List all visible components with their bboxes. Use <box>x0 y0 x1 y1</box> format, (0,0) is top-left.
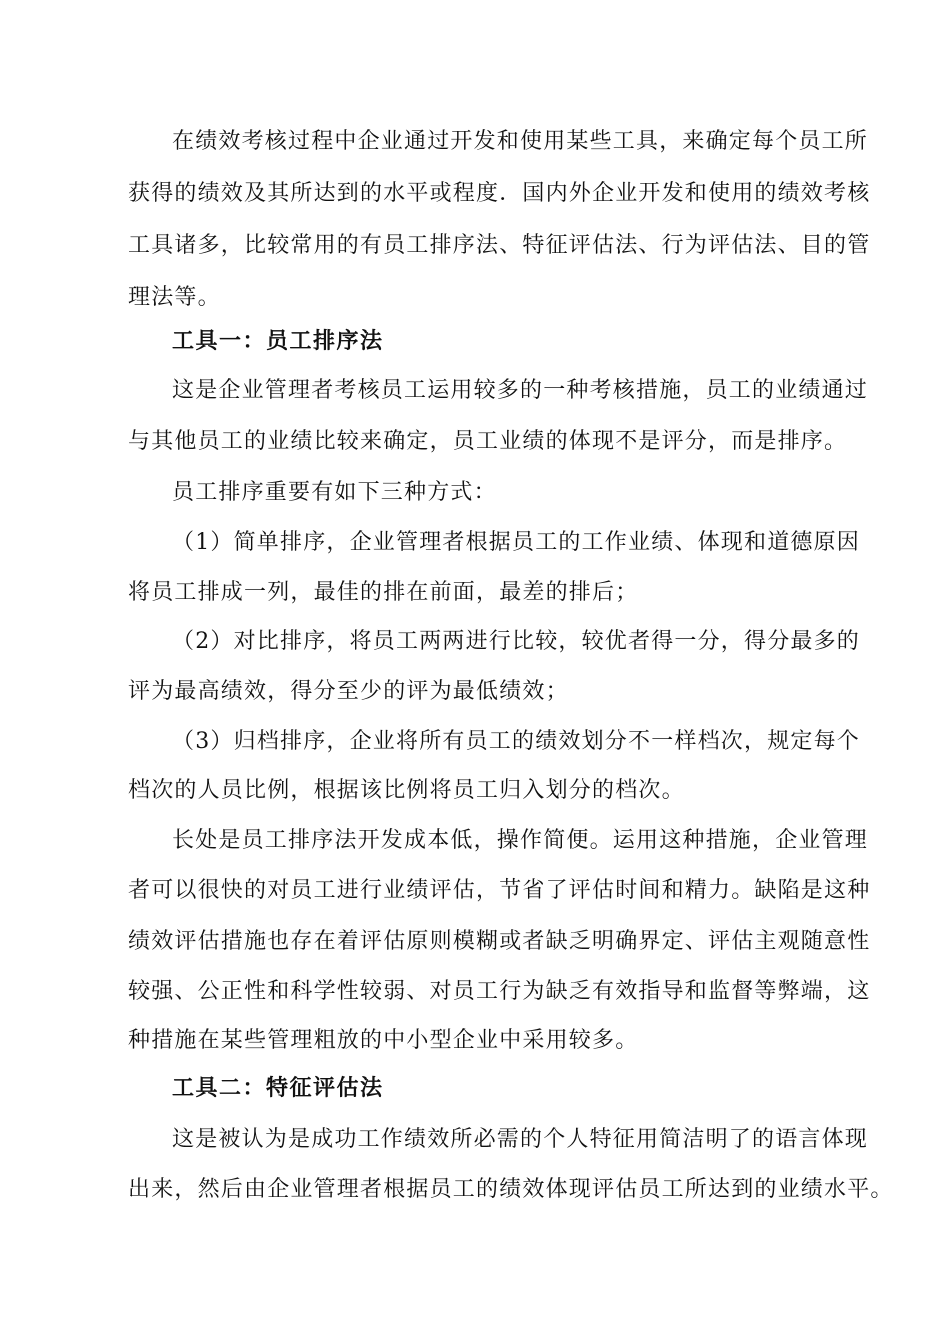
section-heading-tool-2: 工具二：特征评估法 <box>172 1075 384 1101</box>
list-item-1-line-2: 将员工排成一列，最佳的排在前面，最差的排后； <box>128 580 639 605</box>
list-item-3-line-1: （3）归档排序，企业将所有员工的绩效划分不一样档次，规定每个 <box>172 729 860 754</box>
paragraph-evaluation-line-1: 长处是员工排序法开发成本低，操作简便。运用这种措施，企业管理 <box>172 828 869 853</box>
list-item-3-line-2: 档次的人员比例，根据该比例将员工归入划分的档次。 <box>128 778 685 803</box>
paragraph-evaluation-line-2: 者可以很快的对员工进行业绩评估，节省了评估时间和精力。缺陷是这种 <box>128 878 871 903</box>
list-item-2-line-2: 评为最高绩效，得分至少的评为最低绩效； <box>128 679 569 704</box>
paragraph-tool-2-line-2: 出来，然后由企业管理者根据员工的绩效体现评估员工所达到的业绩水平。 <box>128 1177 894 1202</box>
paragraph-intro-line-2: 获得的绩效及其所达到的水平或程度．国内外企业开发和使用的绩效考核 <box>128 181 871 206</box>
paragraph-intro-line-3: 工具诸多，比较常用的有员工排序法、特征评估法、行为评估法、目的管 <box>128 233 871 258</box>
paragraph-tool-1-line-1: 这是企业管理者考核员工运用较多的一种考核措施，员工的业绩通过 <box>172 378 869 403</box>
list-item-2-line-1: （2）对比排序，将员工两两进行比较，较优者得一分，得分最多的 <box>172 629 860 654</box>
paragraph-intro-line-4: 理法等。 <box>128 285 221 310</box>
paragraph-evaluation-line-4: 较强、公正性和科学性较弱、对员工行为缺乏有效指导和监督等弊端，这 <box>128 979 871 1004</box>
paragraph-methods-intro: 员工排序重要有如下三种方式： <box>172 480 497 505</box>
list-item-1-line-1: （1）简单排序，企业管理者根据员工的工作业绩、体现和道德原因 <box>172 530 860 555</box>
paragraph-evaluation-line-3: 绩效评估措施也存在着评估原则模糊或者缺乏明确界定、评估主观随意性 <box>128 929 871 954</box>
paragraph-tool-2-line-1: 这是被认为是成功工作绩效所必需的个人特征用简洁明了的语言体现 <box>172 1127 869 1152</box>
paragraph-intro-line-1: 在绩效考核过程中企业通过开发和使用某些工具，来确定每个员工所 <box>172 129 869 154</box>
section-heading-tool-1: 工具一：员工排序法 <box>172 328 384 354</box>
paragraph-tool-1-line-2: 与其他员工的业绩比较来确定，员工业绩的体现不是评分，而是排序。 <box>128 429 848 454</box>
paragraph-evaluation-line-5: 种措施在某些管理粗放的中小型企业中采用较多。 <box>128 1028 639 1053</box>
